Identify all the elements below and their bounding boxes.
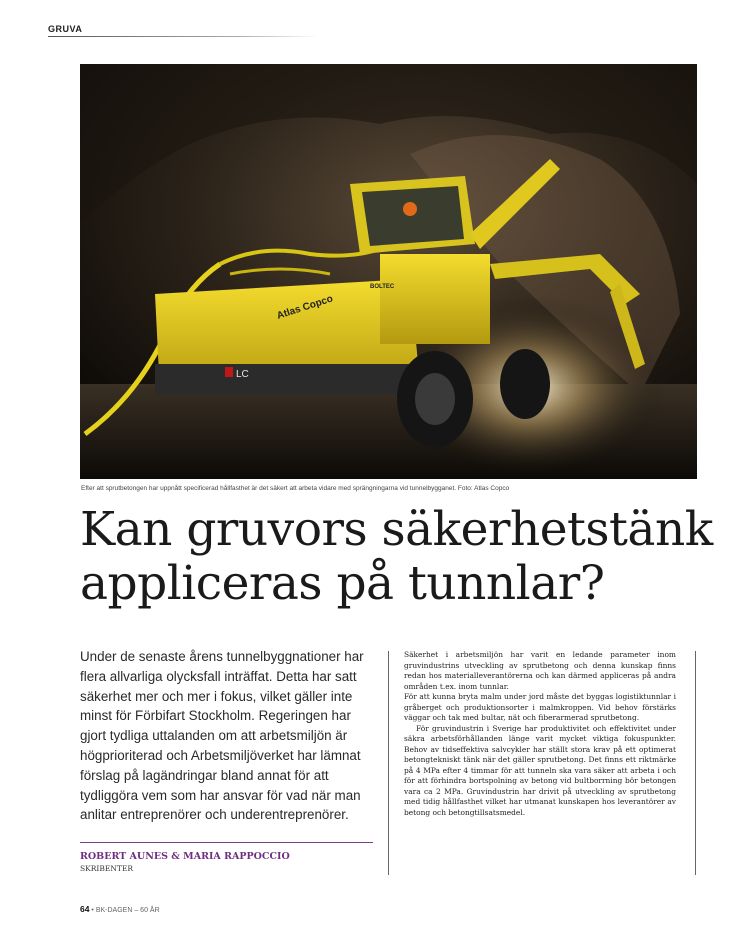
body-paragraph-2: För att kunna bryta malm under jord måste det byggas logistiktunnlar i gråberget och produktionsorter i malmkroppen. Vid behov förstärks väggar och tak med bultar, nät och fiberarmerad sprutbetong.	[404, 692, 676, 722]
footer-separator: •	[91, 907, 94, 914]
lead-paragraph: Under de senaste årens tunnelbyggnationer har flera allvarliga olycksfall inträffat. Detta har satt säkerhet mer och mer i fokus, vilket gäller inte minst för Förbifart Stockholm. Regeringen har gjort tydliga uttalanden om att arbetsmiljön är högprioriterad och Arbetsmiljöverket har lämnat förslag på lagändringar bland annat för att tydliggöra vem som har ansvar för vad när man anlitar entreprenörer och underentreprenörer.	[80, 649, 364, 823]
headline-line-2: appliceras på tunnlar?	[80, 556, 605, 611]
article-headline	[80, 503, 720, 611]
section-label: GRUVA	[48, 24, 83, 34]
section-rule	[48, 36, 318, 37]
column-divider-left	[388, 651, 389, 875]
article-photo	[80, 64, 697, 479]
body-column	[404, 650, 676, 818]
column-divider-right	[695, 651, 696, 875]
body-paragraph-3: För gruvindustrin i Sverige har produktivitet och effektivitet under säkra arbetsförhållanden länge varit mycket viktiga fokuspunkter. Behov av tidseffektiva salvcykler har ställt stora krav på ett optimerat betongtekniskt tänk när det gäller sprutbetong. Det finns ett riktmärke på 4 MPa efter 4 timmar för att tunneln ska vara säker att arbeta i och för att förhindra bortspolning av betong vid bultborrning bör betongen vara ca 2 MPa. Gruvindustrin har drivit på utveckling av sprutbetong med tidig hållfasthet vilket har utmanat kunskapen hos leverantörer av betong och betongtillsatsmedel.	[404, 723, 676, 817]
photo-caption: Efter att sprutbetongen har uppnått specificerad hållfasthet är det säkert att arbeta vidare med sprängningarna vid tunnelbygganet. Foto: Atlas Copco	[81, 485, 510, 492]
model-label: BOLTEC	[370, 284, 395, 290]
headline-line-1: Kan gruvors säkerhetstänk	[80, 502, 713, 557]
author-rule	[80, 842, 373, 843]
author-role: SKRIBENTER	[80, 864, 134, 873]
page-footer	[80, 904, 160, 914]
body-paragraph-1: Säkerhet i arbetsmiljön har varit en ledande parameter inom gruvindustrins utveckling av sprutbetong och denna kunskap finns redan hos materialleverantörerna och kan därmed appliceras på andra områden t.ex. inom tunnlar.	[404, 650, 676, 691]
brand-label: Atlas Copco	[275, 293, 335, 322]
plate-label: LC	[236, 369, 249, 380]
mining-drill-rig-image	[80, 64, 697, 479]
publication-name: BK-DAGEN – 60 ÅR	[95, 907, 160, 914]
author-names: ROBERT AUNES & MARIA RAPPOCCIO	[80, 851, 290, 862]
page-number: 64	[80, 904, 90, 914]
